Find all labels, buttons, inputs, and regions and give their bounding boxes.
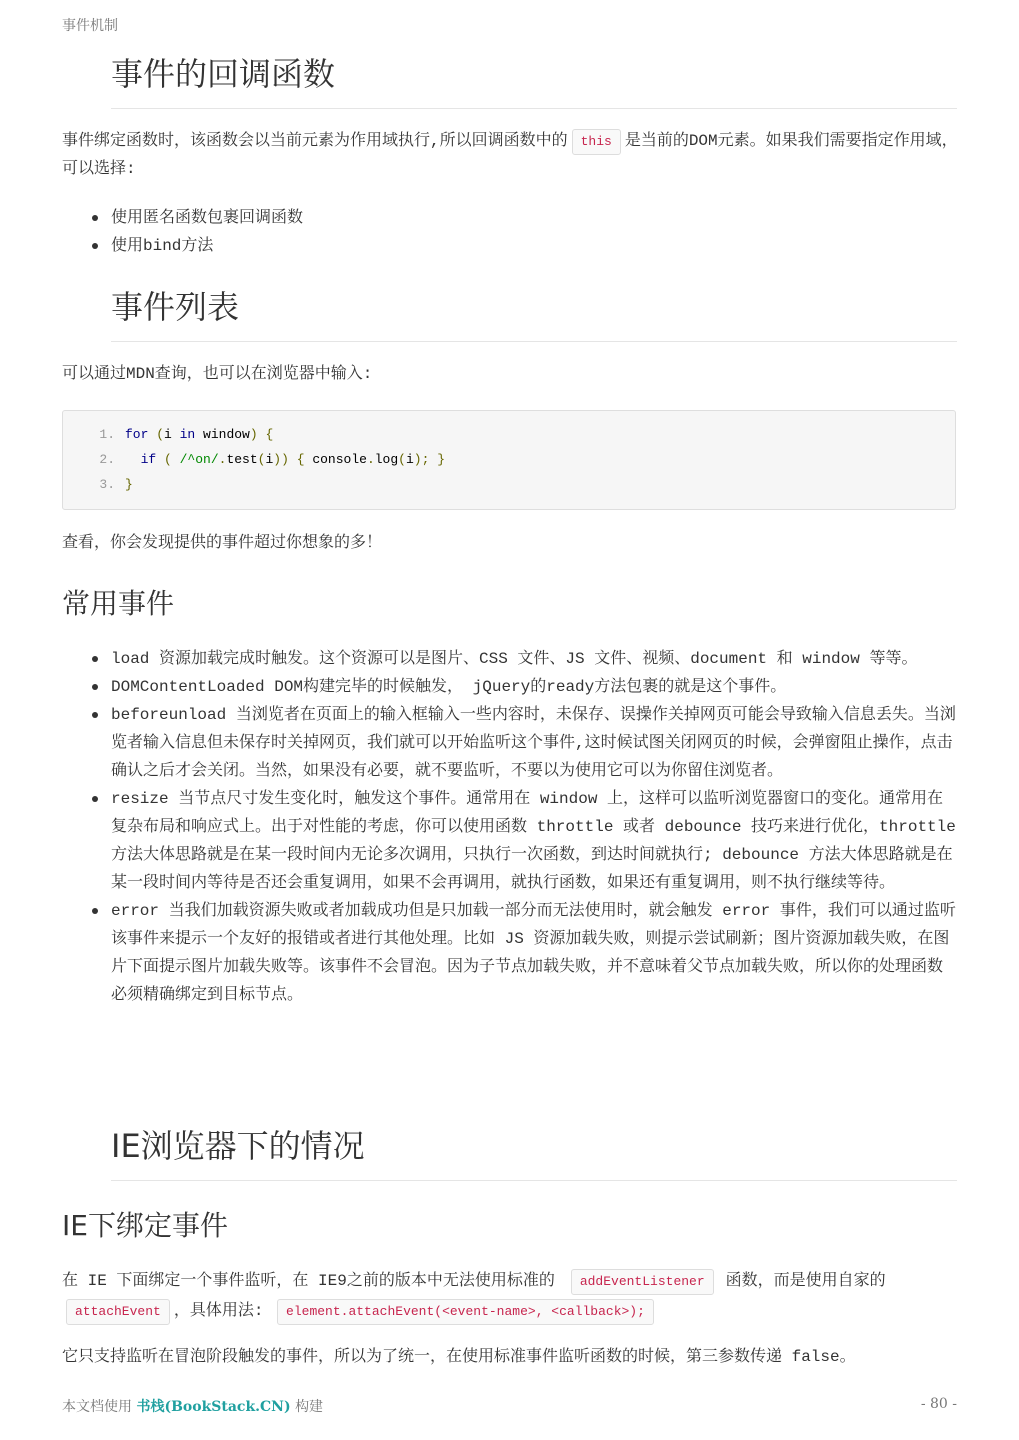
code-line-1	[63, 422, 955, 447]
code-token: );	[413, 452, 430, 467]
ie-bubbling-note: 它只支持监听在冒泡阶段触发的事件，所以为了统一，在使用标准事件监听函数的时候，第三参数传递 false。	[62, 1348, 856, 1366]
ie-text-b: 函数，而是使用自家的	[725, 1272, 886, 1290]
code-token: console	[304, 452, 367, 467]
line-number: 2.	[99, 452, 115, 467]
footer-credit	[62, 1396, 323, 1416]
code-token: ))	[273, 452, 289, 467]
callback-text-a: 事件绑定函数时，该函数会以当前元素为作用域执行,所以回调函数中的	[62, 132, 568, 150]
heading-common-events: 常用事件	[62, 587, 175, 620]
ie-paragraph	[62, 1266, 958, 1326]
footer-prefix: 本文档使用	[62, 1399, 132, 1415]
callback-text-b: 是当前的DOM元素。如果我们需要指定作用域，可以选择:	[62, 132, 958, 178]
code-token: .	[366, 452, 375, 467]
code-token: (	[257, 452, 266, 467]
footer-suffix: 构建	[295, 1399, 324, 1415]
running-header: 事件机制	[62, 18, 118, 34]
code-token: }	[125, 477, 133, 492]
code-token: .	[218, 452, 227, 467]
line-number: 1.	[99, 427, 115, 442]
code-token: i	[164, 427, 172, 442]
heading-event-list: 事件列表	[111, 285, 957, 342]
code-token: (	[156, 452, 172, 467]
code-token: /^on/	[171, 452, 219, 467]
code-block	[62, 410, 956, 510]
code-token: if	[140, 452, 157, 467]
code-line-3	[63, 472, 955, 497]
list-item: 使用bind方法	[62, 232, 958, 260]
code-token: )	[249, 427, 258, 442]
code-token: i	[265, 452, 274, 467]
inline-code-attachevent-usage: element.attachEvent(<event-name>, <callback>);	[277, 1299, 654, 1325]
code-token: i	[405, 452, 414, 467]
inline-code-this: this	[572, 129, 621, 155]
list-item-resize: resize 当节点尺寸发生变化时，触发这个事件。通常用在 window 上，这样可以监听浏览器窗口的变化。通常用在复杂布局和响应式上。出于对性能的考虑，你可以使用函数 throttle 或者 debounce 技巧来进行优化，throttle 方法大体思路就是在某一段时间内无论多次调用，只执行一次函数，到达时间就执行; debounce 方法大体思路就是在某一段时间内等待是否还会重复调用，如果不会再调用，就执行函数，如果还有重复调用，则不执行继续等待。	[62, 785, 958, 897]
common-events-list	[62, 645, 958, 1009]
list-item-error: error 当我们加载资源失败或者加载成功但是只加载一部分而无法使用时，就会触发 error 事件，我们可以通过监听该事件来提示一个友好的报错或者进行其他处理。比如 JS 资源加载失败，则提示尝试刷新；图片资源加载失败，在图片下面提示图片加载失败等。该事件不会冒泡。因为子节点加载失败，并不意味着父节点加载失败，所以你的处理函数必须精确绑定到目标节点。	[62, 897, 958, 1009]
callback-options-list	[62, 204, 958, 260]
ie-text-a: 在 IE 下面绑定一个事件监听，在 IE9之前的版本中无法使用标准的	[62, 1272, 555, 1290]
heading-ie-binding: IE下绑定事件	[62, 1209, 228, 1242]
event-list-outro: 查看，你会发现提供的事件超过你想象的多！	[62, 534, 383, 552]
page-number: - 80 -	[920, 1396, 957, 1412]
code-token: }	[429, 452, 445, 467]
code-token: for	[125, 427, 149, 442]
code-token: {	[288, 452, 305, 467]
code-token: {	[257, 427, 274, 442]
line-number: 3.	[99, 477, 115, 492]
code-line-2	[63, 447, 955, 472]
code-token: (	[398, 452, 406, 467]
list-item-load: load 资源加载完成时触发。这个资源可以是图片、CSS 文件、JS 文件、视频、document 和 window 等等。	[62, 645, 958, 673]
heading-callback: 事件的回调函数	[111, 52, 957, 109]
ie-text-c: ，具体用法:	[173, 1302, 264, 1320]
list-item-beforeunload: beforeunload 当浏览者在页面上的输入框输入一些内容时，未保存、误操作关掉网页可能会导致输入信息丢失。当浏览者输入信息但未保存时关掉网页，我们就可以开始监听这个事件,这时候试图关闭网页的时候，会弹窗阻止操作，点击确认之后才会关闭。当然，如果没有必要，就不要监听，不要以为使用它可以为你留住浏览者。	[62, 701, 958, 785]
list-item-domcontentloaded: DOMContentLoaded DOM构建完毕的时候触发， jQuery的ready方法包裹的就是这个事件。	[62, 673, 958, 701]
bookstack-link[interactable]: 书栈(BookStack.CN)	[136, 1399, 291, 1415]
inline-code-addeventlistener: addEventListener	[571, 1269, 714, 1295]
inline-code-attachevent: attachEvent	[66, 1299, 170, 1325]
list-item: 使用匿名函数包裹回调函数	[62, 204, 958, 232]
code-token: window	[195, 427, 250, 442]
callback-paragraph	[62, 127, 958, 183]
heading-ie: IE浏览器下的情况	[111, 1124, 957, 1181]
event-list-intro: 可以通过MDN查询，也可以在浏览器中输入:	[62, 365, 373, 383]
code-token: in	[171, 427, 196, 442]
code-token: (	[148, 427, 165, 442]
code-token: log	[374, 452, 399, 467]
code-token: test	[226, 452, 258, 467]
